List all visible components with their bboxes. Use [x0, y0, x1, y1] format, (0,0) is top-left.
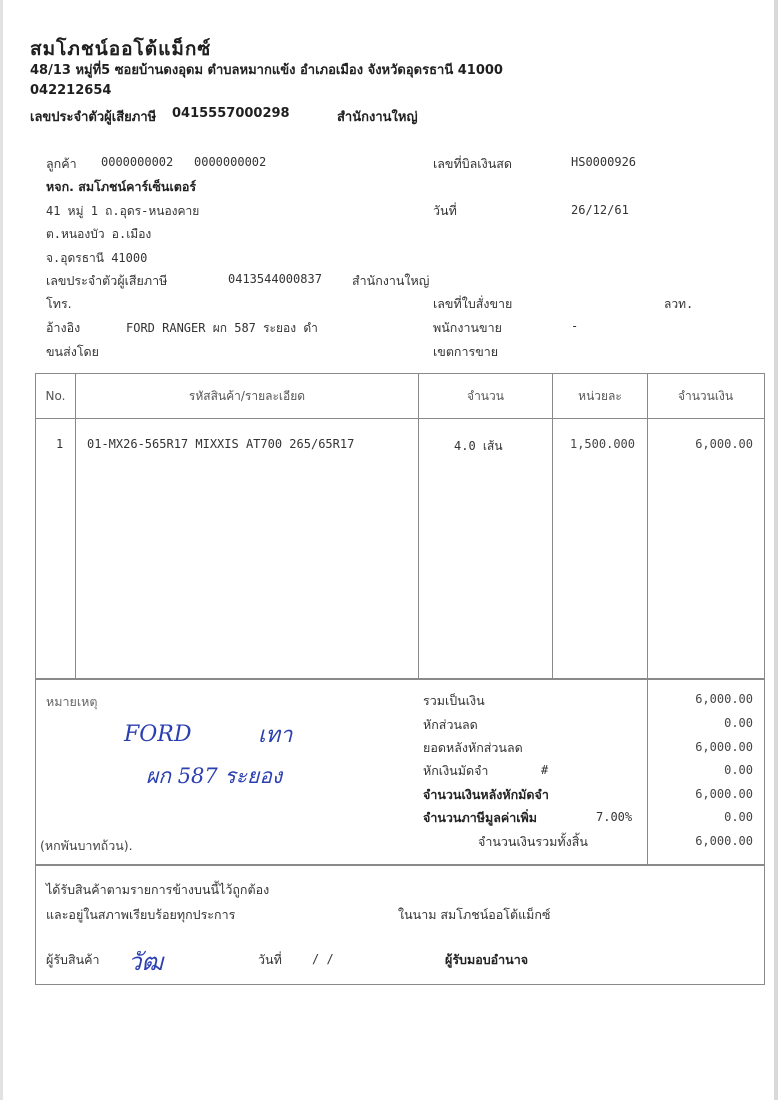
summary-value-vat: 0.00: [724, 810, 753, 824]
order-no: ลวท.: [664, 297, 694, 311]
receive-date-blank: / /: [312, 952, 334, 966]
receiver-label: ผู้รับสินค้า: [46, 952, 100, 967]
table-header-divider: [35, 418, 764, 419]
summary-value-subtotal: 6,000.00: [695, 692, 753, 706]
row-quantity: 4.0 เส้น: [454, 439, 503, 453]
row-unit-price: 1,500.000: [569, 437, 635, 451]
summary-label-vat: จำนวนภาษีมูลค่าเพิ่ม: [423, 810, 537, 825]
reference-value: FORD RANGER ผก 587 ระยอง ดำ: [126, 321, 318, 335]
customer-name: หจก. สมโภชน์คาร์เซ็นเตอร์: [46, 179, 197, 194]
order-no-label: เลขที่ใบสั่งขาย: [433, 296, 513, 311]
seller-address: 48/13 หมู่ที่5 ซอยบ้านดงอุดม ตำบลหมากแข้ง อำเภอเมือง จังหวัดอุดรธานี 41000: [30, 63, 503, 78]
customer-address-line-3: จ.อุดรธานี 41000: [46, 251, 148, 265]
bill-date: 26/12/61: [571, 203, 629, 217]
summary-label-subtotal: รวมเป็นเงิน: [423, 693, 485, 708]
header-description: รหัสสินค้า/รายละเอียด: [188, 389, 306, 403]
column-divider: [418, 373, 419, 678]
bill-no-label: เลขที่บิลเงินสด: [433, 156, 512, 171]
summary-label-after-deposit: จำนวนเงินหลังหักมัดจำ: [423, 787, 549, 802]
summary-vat-rate: 7.00%: [596, 810, 633, 824]
bill-no: HS0000926: [571, 155, 637, 169]
column-divider: [552, 373, 553, 678]
seller-tax-id: 0415557000298: [172, 106, 290, 121]
summary-value-after-deposit: 6,000.00: [695, 787, 753, 801]
customer-code-1: 0000000002: [101, 155, 174, 169]
customer-address-line-1: 41 หมู่ 1 ถ.อุดร-หนองคาย: [46, 204, 200, 218]
remark-label: หมายเหตุ: [46, 694, 98, 709]
summary-value-discount: 0.00: [724, 716, 753, 730]
column-divider: [75, 373, 76, 678]
summary-value-deposit: 0.00: [724, 763, 753, 777]
on-behalf-of: ในนาม สมโภชน์ออโต้แม็กซ์: [398, 907, 551, 922]
seller-branch: สำนักงานใหญ่: [337, 110, 418, 125]
salesperson-label: พนักงานขาย: [433, 320, 502, 335]
customer-phone-label: โทร.: [46, 296, 72, 311]
customer-tax-id-label: เลขประจำตัวผู้เสียภาษี: [46, 273, 168, 288]
sales-area-label: เขตการขาย: [433, 344, 499, 359]
bill-date-label: วันที่: [433, 203, 457, 218]
row-no: 1: [56, 437, 64, 451]
seller-name: สมโภชน์ออโต้แม็กซ์: [30, 38, 212, 60]
customer-address-line-2: ต.หนองบัว อ.เมือง: [46, 227, 152, 241]
row-description: 01-MX26-565R17 MIXXIS AT700 265/65R17: [87, 437, 355, 451]
receive-date-label: วันที่: [258, 952, 282, 967]
received-statement-line-2: และอยู่ในสภาพเรียบร้อยทุกประการ: [46, 907, 236, 922]
customer-branch: สำนักงานใหญ่: [352, 273, 430, 288]
items-table: [35, 373, 765, 680]
customer-label: ลูกค้า: [46, 156, 77, 171]
customer-tax-id: 0413544000837: [228, 272, 322, 286]
handwritten-note-plate: ผก 587 ระยอง: [146, 764, 283, 788]
header-quantity: จำนวน: [467, 389, 504, 403]
header-amount: จำนวนเงิน: [677, 389, 734, 403]
row-amount: 6,000.00: [695, 437, 753, 451]
seller-tax-id-label: เลขประจำตัวผู้เสียภาษี: [30, 110, 157, 125]
scan-edge-right: [774, 0, 778, 1100]
column-divider: [647, 373, 648, 678]
received-statement-line-1: ได้รับสินค้าตามรายการข้างบนนี้ไว้ถูกต้อง: [46, 882, 270, 897]
reference-label: อ้างอิง: [46, 320, 81, 335]
authorized-label: ผู้รับมอบอำนาจ: [445, 952, 529, 967]
summary-value-grand-total: 6,000.00: [695, 834, 753, 848]
summary-value-after-discount: 6,000.00: [695, 740, 753, 754]
handwritten-note-brand: FORD: [124, 722, 192, 747]
summary-label-grand-total: จำนวนเงินรวมทั้งสิ้น: [478, 834, 588, 849]
salesperson: -: [571, 319, 579, 333]
seller-phone: 042212654: [30, 83, 112, 98]
receiver-signature: วัฒ: [128, 948, 164, 976]
header-no: No.: [45, 389, 66, 403]
summary-label-after-discount: ยอดหลังหักส่วนลด: [423, 740, 523, 755]
customer-code-2: 0000000002: [194, 155, 267, 169]
summary-deposit-mark: #: [541, 763, 549, 777]
summary-label-deposit: หักเงินมัดจำ: [423, 763, 489, 778]
header-unit-price: หน่วยละ: [578, 389, 622, 403]
summary-label-discount: หักส่วนลด: [423, 717, 478, 732]
shipper-label: ขนส่งโดย: [46, 344, 99, 359]
amount-in-words: (หกพันบาทถ้วน).: [40, 838, 133, 853]
handwritten-note-color: เทา: [258, 723, 293, 748]
scan-edge-left: [0, 0, 3, 1100]
